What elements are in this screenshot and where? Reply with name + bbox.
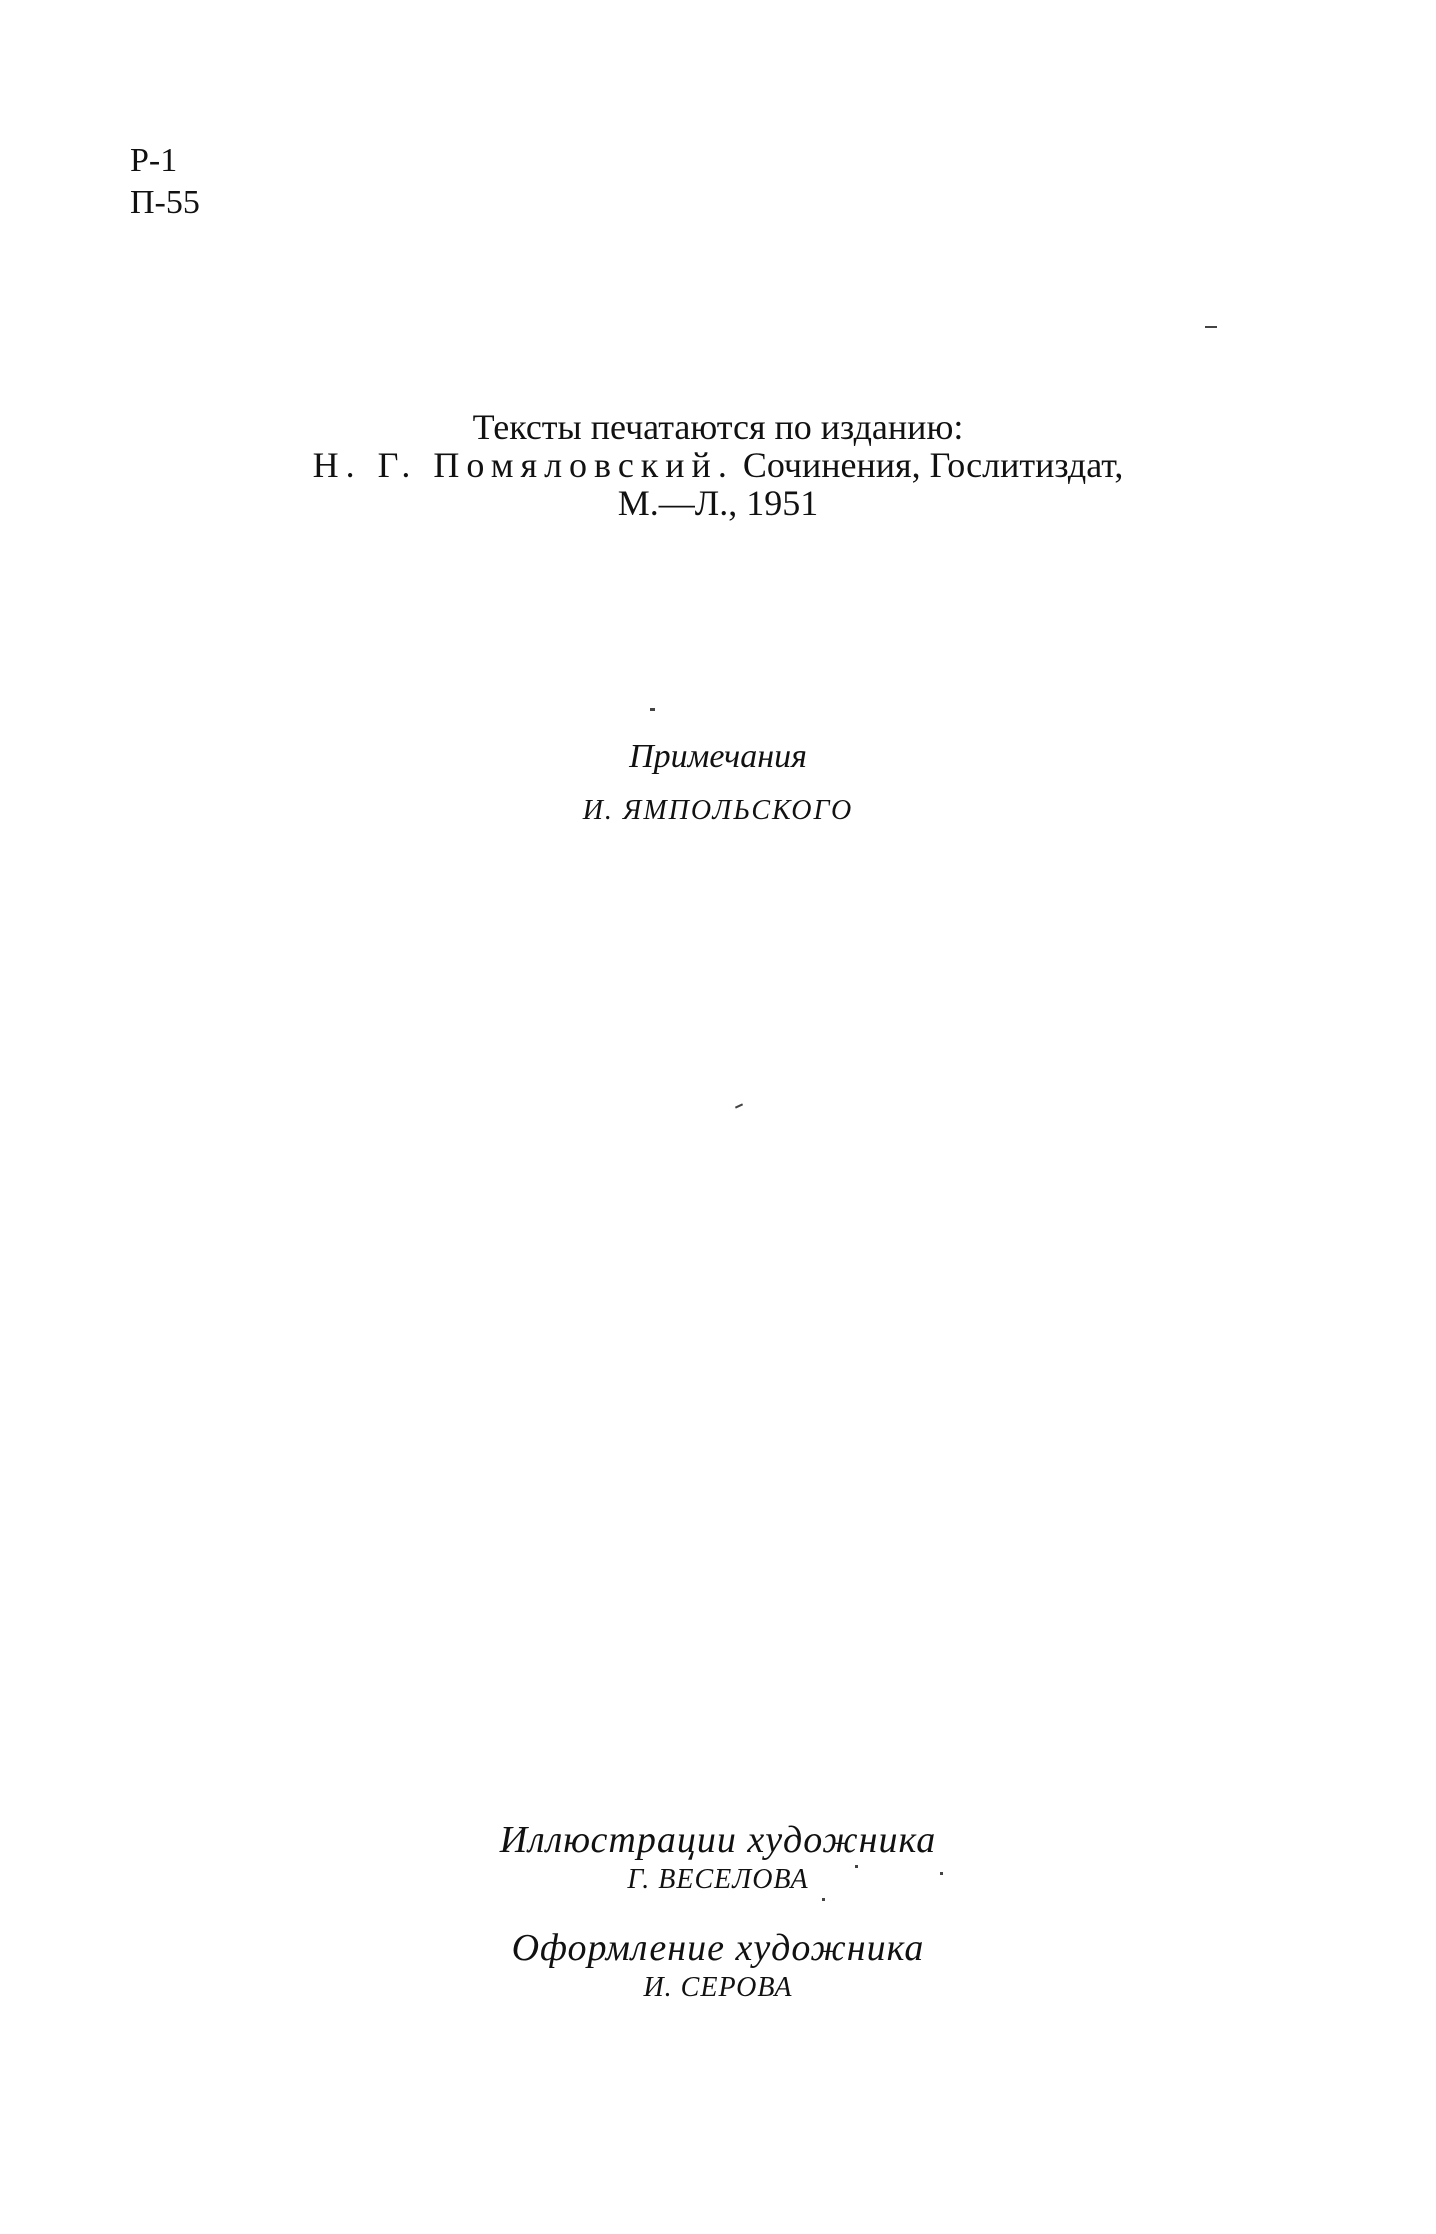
illustrations-label: Иллюстрации художника (499, 1819, 937, 1861)
artist-credits (0, 1818, 1436, 2034)
author-name: Н. Г. Помяловский. (312, 445, 734, 485)
source-note-line-1: Тексты печатаются по изданию: (472, 407, 964, 447)
catalog-codes (130, 140, 200, 224)
print-speck (650, 708, 655, 711)
print-speck (940, 1872, 943, 1875)
print-speck (735, 1103, 743, 1108)
print-speck (855, 1865, 858, 1868)
design-label: Оформление художника (511, 1927, 925, 1969)
catalog-code-1: Р-1 (130, 142, 178, 179)
notes-label: Примечания (629, 738, 807, 775)
source-note-line-3: М.—Л., 1951 (617, 483, 819, 523)
notes-author: И. ЯМПОЛЬСКОГО (582, 795, 854, 826)
print-speck (822, 1898, 825, 1901)
notes-credit (0, 730, 1436, 838)
edition-title: Сочинения, Гослитиздат, (733, 445, 1124, 485)
design-artist: И. СЕРОВА (643, 1972, 793, 2003)
catalog-code-2: П-55 (130, 184, 200, 221)
print-speck (1205, 326, 1217, 328)
source-edition-note (0, 408, 1436, 522)
illustrations-artist: Г. ВЕСЕЛОВА (627, 1864, 809, 1895)
source-note-line-2 (0, 446, 1436, 484)
